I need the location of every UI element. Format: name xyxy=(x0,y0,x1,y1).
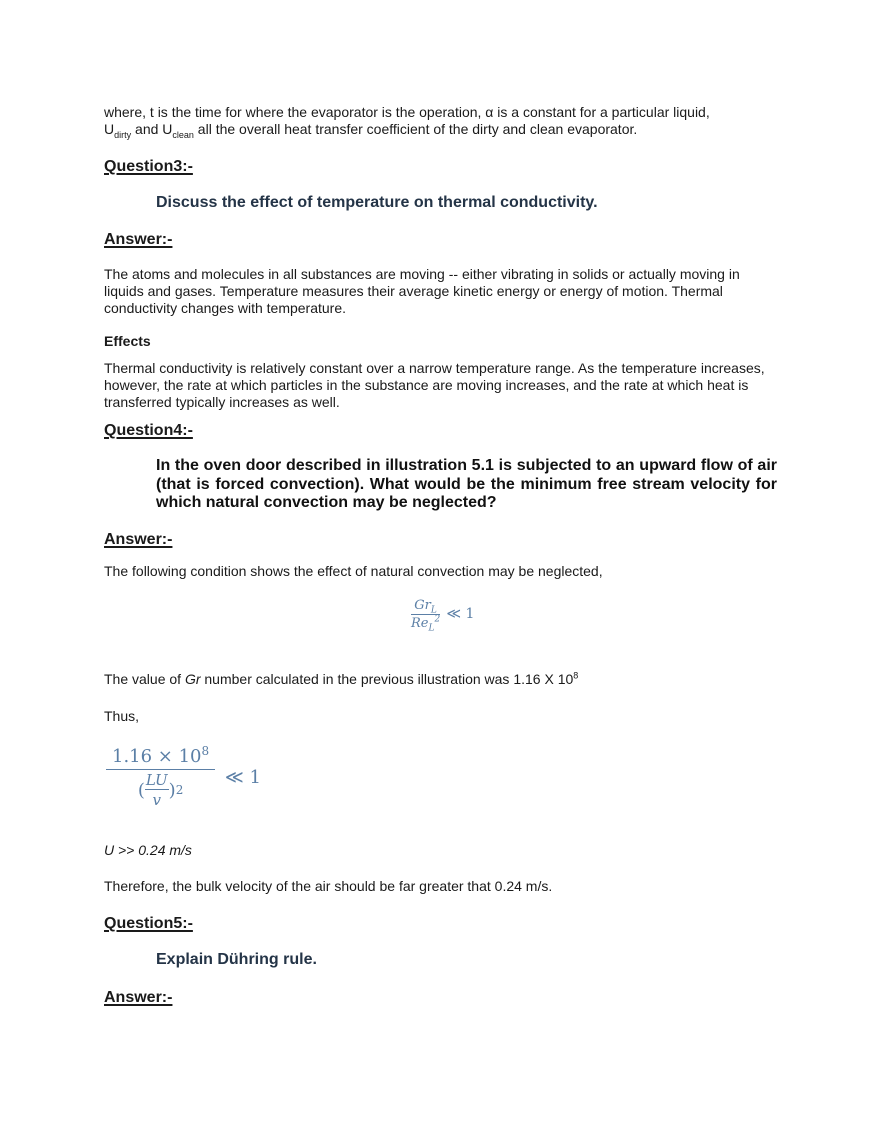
question3-heading: Question3:- xyxy=(104,158,193,175)
effects-paragraph: Thermal conductivity is relatively constant over a narrow temperature range. As the temperature increases, however, the rate at which particles in the substance are moving increases, and the rate at which heat is transferred typically increases as well. xyxy=(104,360,765,410)
question3-text: Discuss the effect of temperature on thermal conductivity. xyxy=(156,194,598,211)
question4-answer-heading: Answer:- xyxy=(104,531,173,548)
condition-paragraph: The following condition shows the effect of natural convection may be neglected, xyxy=(104,563,603,579)
thus-text: Thus, xyxy=(104,708,140,724)
question5-heading: Question5:- xyxy=(104,915,193,932)
equation-velocity-condition: $1.16 \times 10^8$ ( $\frac{LU}{v}$ ) 2 ≪ 1 xyxy=(106,746,261,809)
question3-answer-heading: Answer:- xyxy=(104,231,173,248)
equation-gr-re-ratio: $\frac{Gr_L}{Re_L^2}$ ≪ 1 xyxy=(411,598,475,634)
question4-heading: Question4:- xyxy=(104,422,193,439)
question4-text: In the oven door described in illustration 5.1 is subjected to an upward flow of air (that is forced convection). What would be the minimum free stream velocity for which natural convection may be neglected? xyxy=(156,457,777,511)
question3-answer-paragraph: The atoms and molecules in all substances are moving -- either vibrating in solids or actually moving in liquids and gases. Temperature measures their average kinetic energy or energy of motion. Thermal conductivity changes with temperature. xyxy=(104,266,740,316)
conclusion-paragraph: Therefore, the bulk velocity of the air should be far greater that 0.24 m/s. xyxy=(104,878,553,894)
gr-number-paragraph: The value of Gr number calculated in the previous illustration was 1.16 X $10^8$ xyxy=(104,670,579,687)
question5-text: Explain Dühring rule. xyxy=(156,951,317,968)
question5-answer-heading: Answer:- xyxy=(104,989,173,1006)
intro-paragraph: where, t is the time for where the evaporator is the operation, α is a constant for a particular liquid, $U_{dirty}$ and $U_{clean}$ all the overall heat transfer coefficient of the dirty and clean evaporator. xyxy=(104,104,710,140)
effects-heading: Effects xyxy=(104,333,151,349)
velocity-result: U >> 0.24 m/s xyxy=(104,842,192,858)
